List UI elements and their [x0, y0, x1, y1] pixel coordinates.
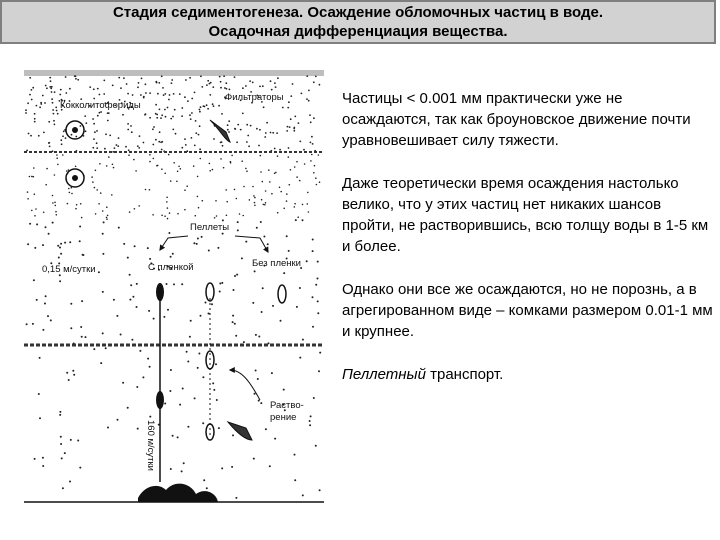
- label-speed-slow: 0,15 м/сутки: [42, 264, 96, 275]
- label-pellets: Пеллеты: [190, 222, 230, 233]
- label-without-film: Без пленки: [252, 258, 301, 269]
- coccolithophore-cell: [66, 121, 84, 139]
- bottom-sediment-pellets: [138, 484, 218, 502]
- label-dissolution-2: рение: [270, 412, 297, 423]
- header-title-line2: Осадочная дифференциация вещества.: [208, 23, 508, 40]
- coccolithophore-cell: [66, 169, 84, 187]
- header-title-line1: Стадия седиментогенеза. Осаждение обломочных частиц в воде.: [112, 4, 604, 21]
- paragraph-1: Частицы < 0.001 мм практически уже не осаждаются, так как броуновское движение почти уравновешивает силу тяжести.: [342, 90, 691, 149]
- pellet-with-film: [156, 391, 164, 409]
- label-speed-fast: 160 м/сутки: [145, 420, 156, 471]
- pellet-without-film: [278, 285, 286, 303]
- paragraph-4-italic: Пеллетный: [342, 366, 426, 383]
- pellet-without-film: [206, 424, 214, 440]
- paragraph-3: Однако они все же осаждаются, но не порознь, а в агрегированном виде – комками размером 0.01-1 мм и крупнее.: [342, 281, 713, 340]
- filtrator-organism: [228, 422, 252, 440]
- label-filtrators: Фильтраторы: [225, 92, 284, 103]
- pellet-transport-figure: [20, 70, 332, 530]
- label-coccolithophores: Кокколитофориды: [60, 100, 141, 111]
- paragraph-4: [342, 364, 714, 385]
- pellet-with-film: [156, 283, 164, 301]
- slide-header: [0, 0, 716, 44]
- filtrator-organism: [210, 120, 230, 142]
- text-panel: [342, 88, 714, 407]
- label-with-film: С пленкой: [148, 262, 194, 273]
- paragraph-2: Даже теоретически время осаждения настолько велико, что у этих частиц нет никаких шансов пройти, не растворившись, всю толщу воды в 1-5 км и более.: [342, 175, 709, 255]
- water-particles: [25, 75, 321, 499]
- pellets-arrow-left: [160, 236, 188, 250]
- pellets-arrow-right: [235, 236, 268, 252]
- dissolution-arrow: [230, 370, 260, 400]
- paragraph-4-rest: транспорт.: [425, 366, 504, 383]
- label-dissolution-1: Раство-: [270, 400, 304, 411]
- surface-layer: [24, 70, 324, 76]
